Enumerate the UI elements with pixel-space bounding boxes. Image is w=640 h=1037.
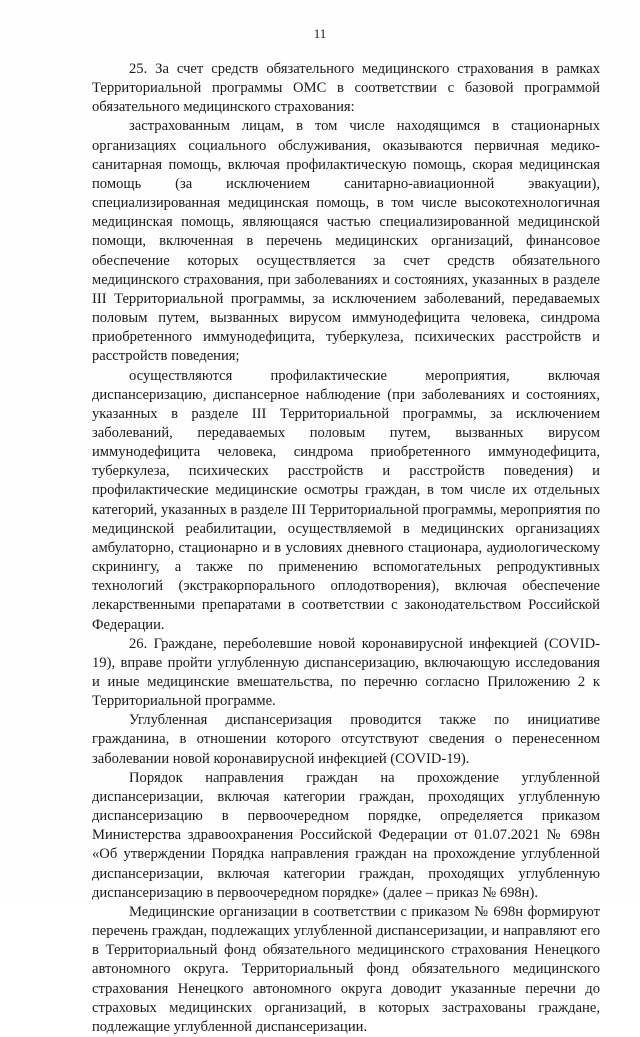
paragraph-insured-care: застрахованным лицам, в том числе находящимся в стационарных организациях социального обслуживания, оказываются первичная медико-санитарная помощь, включая профилактическую помощь, скорая медицинская помощь (за исключением санитарно-авиационной эвакуации), специализированная медицинская помощь, в том числе высокотехнологичная медицинская помощь, являющаяся частью специализированной медицинской помощи, включенная в перечень медицинских организаций, финансовое обеспечение которых осуществляется за счет средств обязательного медицинского страхования, при заболеваниях и состояниях, указанных в разделе III Территориальной программы, за исключением заболеваний, передаваемых половым путем, вызванных вирусом иммунодефицита человека, синдрома приобретенного иммунодефицита, туберкулеза, психических расстройств и расстройств поведения; <box>92 118 600 365</box>
paragraph-preventive-measures: осуществляются профилактические мероприятия, включая диспансеризацию, диспансерное наблюдение (при заболеваниях и состояниях, указанных в разделе III Территориальной программы, за исключением заболеваний, передаваемых половым путем, вызванных вирусом иммунодефицита человека, синдрома приобретенного иммунодефицита, туберкулеза, психических расстройств и расстройств поведения) и профилактические медицинские осмотры граждан, в том числе их отдельных категорий, указанных в разделе III Территориальной программы, мероприятия по медицинской реабилитации, осуществляемой в медицинских организациях амбулаторно, стационарно и в условиях дневного стационара, аудиологическому скринингу, а также по применению вспомогательных репродуктивных технологий (экстракорпорального оплодотворения), включая обеспечение лекарственными препаратами в соответствии с законодательством Российской Федерации. <box>92 367 600 633</box>
page-number: 11 <box>313 26 327 41</box>
paragraph-medical-organizations: Медицинские организации в соответствии с приказом № 698н формируют перечень граждан, подлежащих углубленной диспансеризации, и направляют его в Территориальный фонд обязательного медицинского страхования Ненецкого автономного округа. Территориальный фонд обязательного медицинского страхования Ненецкого автономного округа доводит указанные перечни до страховых медицинских организаций, в которых застрахованы граждане, подлежащие углубленной диспансеризации. <box>92 903 600 1035</box>
document-body <box>92 60 600 1037</box>
paragraph-25-intro: 25. За счет средств обязательного медицинского страхования в рамках Территориальной программы ОМС в соответствии с базовой программой обязательного медицинского страхования: <box>92 61 600 116</box>
paragraph-26-covid: 26. Граждане, переболевшие новой коронавирусной инфекцией (COVID-19), вправе пройти углубленную диспансеризацию, включающую исследования и иные медицинские вмешательства, по перечню согласно Приложению 2 к Территориальной программе. <box>92 635 600 710</box>
paragraph-citizen-initiative: Углубленная диспансеризация проводится также по инициативе гражданина, в отношении которого отсутствуют сведения о перенесенном заболевании новой коронавирусной инфекцией (COVID-19). <box>92 712 600 767</box>
paragraph-referral-order: Порядок направления граждан на прохождение углубленной диспансеризации, включая категории граждан, проходящих углубленную диспансеризацию в первоочередном порядке, определяется приказом Министерства здравоохранения Российской Федерации от 01.07.2021 № 698н «Об утверждении Порядка направления граждан на прохождение углубленной диспансеризации, включая категории граждан, проходящих углубленную диспансеризацию в первоочередном порядке» (далее – приказ № 698н). <box>92 769 600 901</box>
